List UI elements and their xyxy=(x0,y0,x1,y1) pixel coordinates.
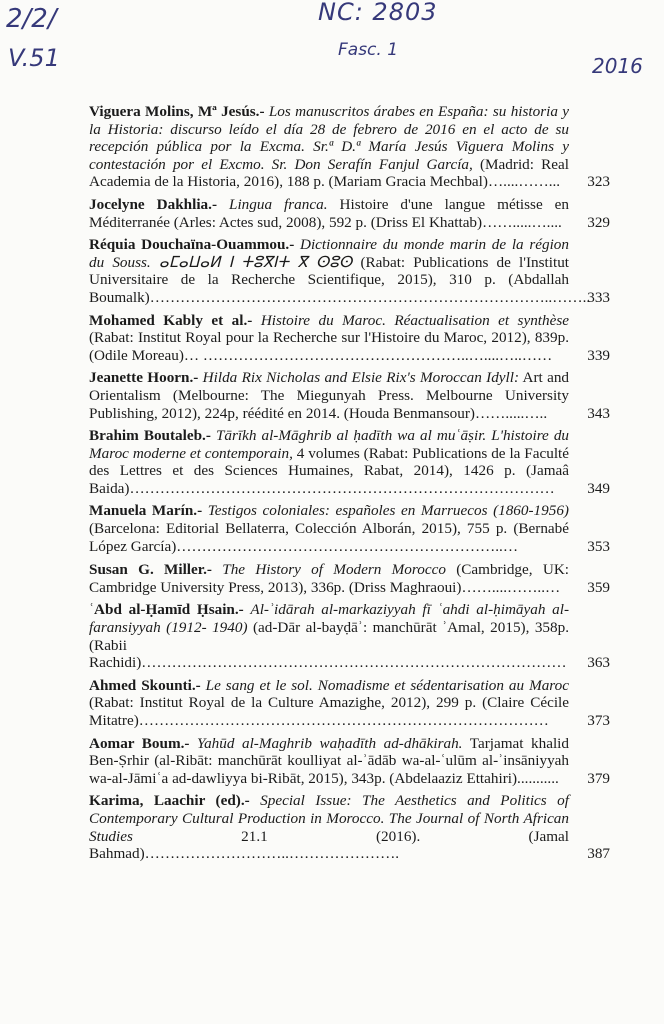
entry-leader: …....……... xyxy=(487,173,561,191)
entry-page-number: 387 xyxy=(587,845,610,863)
entry-details: 4 volumes (Rabat: Publications de la Faculté des Lettres et des Sciences Humaines, Rabat, 2014), 1426 p. (Jamaâ Baida) xyxy=(89,444,570,497)
entry-leader: … ……………………………………………..…....…..…… xyxy=(183,346,553,364)
entry-author: ʿAbd al-Ḥamīd Ḥsain.- xyxy=(89,601,244,619)
entry-page-number: 323 xyxy=(587,173,610,191)
entry-page-number: 343 xyxy=(587,404,610,422)
toc-entry xyxy=(89,792,610,863)
toc-entry xyxy=(89,236,610,306)
entry-title: Yahūd al-Maghrib waḥadīth ad-dhākirah. xyxy=(197,734,463,752)
entry-page-number: 329 xyxy=(587,213,610,231)
entry-leader: ……………………………………………………………………..…….. xyxy=(149,288,591,306)
entry-page-number: 373 xyxy=(587,712,610,729)
entry-details: (Rabat: Institut Royal de la Culture Amazighe, 2012), 299 p. (Claire Cécile Mitatre) xyxy=(89,694,569,729)
entry-details: Histoire d'une langue métisse en Méditerranée (Arles: Actes sud, 2008), 592 p. (Driss El Khattab) xyxy=(89,195,570,231)
entry-leader: ………………………………………………………………………… xyxy=(141,654,567,672)
entry-leader: …….....….. xyxy=(474,404,548,422)
entry-author: Manuela Marín.- xyxy=(89,502,203,520)
toc-entry xyxy=(89,734,610,788)
entry-author: Brahim Boutaleb.- xyxy=(89,427,211,445)
entry-leader: ………………………………………………………………………… xyxy=(129,479,555,497)
entry-leader: …….....….... xyxy=(482,213,562,231)
toc-entry xyxy=(89,676,610,730)
entry-title: Lingua franca. xyxy=(229,195,328,213)
toc-entry xyxy=(89,311,610,365)
entry-details: Art and Orientalism (Melbourne: The Miegunyah Press. Melbourne University Publishing, 2012), 224p, réédité en 2014. (Houda Benmansour) xyxy=(89,369,570,422)
entry-title: Le sang et le sol. Nomadisme et sédentarisation au Maroc xyxy=(205,676,569,694)
entry-page-number: 349 xyxy=(587,479,610,497)
handwritten-note-top-left: 2/2/ xyxy=(6,4,57,34)
entry-title: Los manuscritos árabes en España: su historia y la Historia: discurso leído el día 28 de febrero de 2016 en el acto de su recepción pública por la Excma. Sr.ª D.ª María Jesús Viguera Molins y contestación por el Excmo. Sr. Don Serafín Fanjul García, xyxy=(89,103,569,173)
entry-author: Karima, Laachir (ed).- xyxy=(89,792,250,810)
entry-page-number: 379 xyxy=(587,769,610,787)
toc-entry xyxy=(89,369,610,422)
entry-title: Hilda Rix Nicholas and Elsie Rix's Moroccan Idyll: xyxy=(202,369,520,387)
entry-details: (ad-Dār al-bayḍāʾ: manchūrāt ʾAmal, 2015), 358p. (Rabii Rachidi) xyxy=(89,619,569,672)
entry-title: Dictionnaire du monde marin de la région du Souss. ⴰⵎⴰⵡⴰⵍ ⵏ ⵜⵓⴳⵏⵜ ⴳ ⵙⵓⵙ xyxy=(89,236,569,271)
entry-details: (Rabat: Publications de l'Institut Universitaire de la Recherche Scientifique, 2015), 310 p. (Abdallah Boumalk) xyxy=(89,253,570,306)
entry-title: Testigos coloniales: españoles en Marruecos (1860-1956) xyxy=(207,502,569,520)
entry-page-number: 339 xyxy=(587,346,610,364)
handwritten-call-number: NC: 2803 xyxy=(318,0,438,26)
entry-details: Tarjamat khalid Ben-Ṣrhir (al-Ribāt: manchūrāt koulliyat al-ʾādāb wa-al-ʿulūm al-ʾinsāniyyah wa-al-Jāmiʿa ad-dawliyya bi-Ribāt, 2015), 343p. (Abdelaaziz Ettahiri) xyxy=(89,734,569,787)
toc-entry xyxy=(89,601,610,672)
entry-author: Ahmed Skounti.- xyxy=(89,676,201,694)
entry-leader: ……………………………………………………………………… xyxy=(138,712,549,729)
entry-details: (Barcelona: Editorial Bellaterra, Colección Alborán, 2015), 755 p. (Bernabé López García) xyxy=(89,520,569,555)
toc-entry xyxy=(89,502,610,555)
handwritten-year: 2016 xyxy=(592,54,643,78)
entry-author: Mohamed Kably et al.- xyxy=(89,311,253,329)
entry-leader: ……....……..… xyxy=(461,578,561,596)
entry-leader: ........... xyxy=(517,769,559,787)
entry-title: Al-ʾidārah al-markaziyyah fī ʿahdi al-ḥimāyah al-faransiyyah (1912- 1940) xyxy=(89,601,569,637)
entry-title: Special Issue: The Aesthetics and Politics of Contemporary Cultural Production in Morocco. The Journal of North African Studies xyxy=(89,792,569,845)
entry-details: (Rabat: Institut Royal pour la Recherche sur l'Histoire du Maroc, 2012), 839p. (Odile Moreau) xyxy=(89,329,569,364)
entry-author: Jocelyne Dakhlia.- xyxy=(89,195,218,213)
table-of-contents xyxy=(89,103,610,868)
toc-entry xyxy=(89,195,610,231)
entry-page-number: 353 xyxy=(587,537,610,555)
toc-entry xyxy=(89,427,610,497)
entry-details: 21.1 (2016). (Jamal Bahmad) xyxy=(89,827,569,863)
entry-author: Viguera Molins, Mª Jesús.- xyxy=(89,103,265,120)
entry-title: The History of Modern Morocco xyxy=(222,561,446,579)
entry-page-number: 363 xyxy=(587,654,610,672)
entry-details: (Madrid: Real Academia de la Historia, 2016), 188 p. (Mariam Gracia Mechbal) xyxy=(89,155,570,191)
entry-author: Susan G. Miller.- xyxy=(89,561,212,579)
entry-author: Aomar Boum.- xyxy=(89,734,190,752)
entry-title: Tārīkh al-Māghrib al ḥadīth wa al muʿāṣir. L'histoire du Maroc moderne et contemporain, xyxy=(89,427,570,462)
entry-author: Réquia Douchaïna-Ouammou.- xyxy=(89,236,295,254)
entry-page-number: 359 xyxy=(587,578,610,596)
entry-author: Jeanette Hoorn.- xyxy=(89,369,199,387)
handwritten-fascicle: Fasc. 1 xyxy=(338,40,399,60)
entry-title: Histoire du Maroc. Réactualisation et synthèse xyxy=(260,311,569,329)
entry-details: (Cambridge, UK: Cambridge University Press, 2013), 336p. (Driss Maghraoui) xyxy=(89,561,570,596)
entry-page-number: 333 xyxy=(587,288,610,306)
entry-leader: ………………………………………………………..… xyxy=(176,537,518,555)
toc-entry xyxy=(89,561,610,596)
entry-leader: ………………………..…………………. xyxy=(144,845,400,863)
toc-entry xyxy=(89,103,610,191)
handwritten-volume: V.51 xyxy=(8,44,60,72)
